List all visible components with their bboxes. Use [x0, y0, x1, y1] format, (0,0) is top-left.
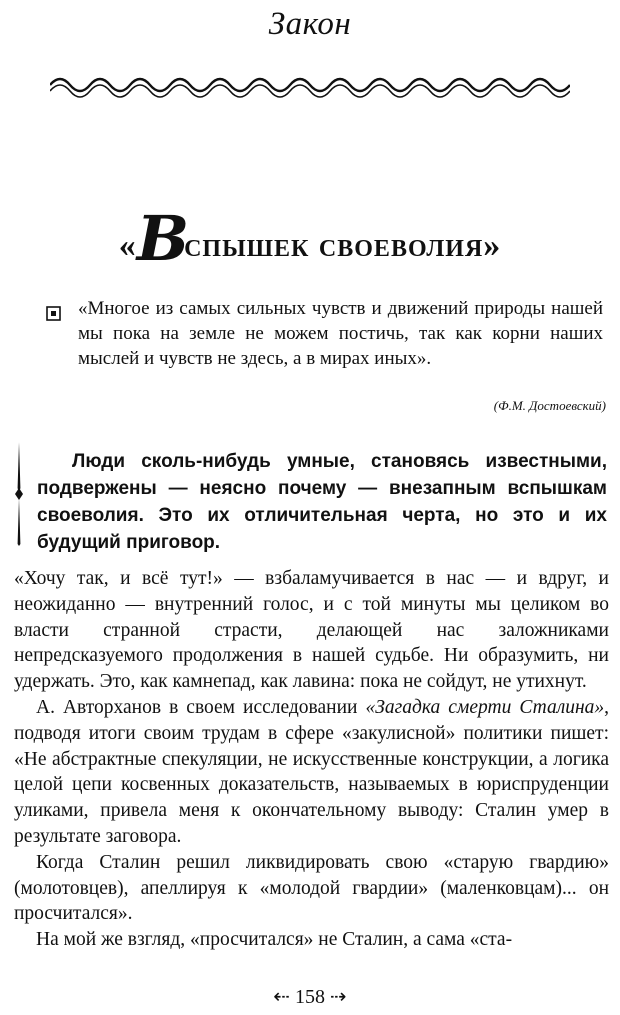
chapter-title — [0, 202, 620, 275]
page-footer — [0, 984, 620, 1009]
wave-divider — [50, 68, 570, 102]
running-header: Закон — [268, 6, 352, 42]
paragraph-4: На мой же взгляд, «просчитался» не Сталин, а сама «ста- — [36, 929, 513, 951]
arrow-right-icon: ⇢ — [330, 984, 347, 1008]
arrow-left-icon: ⇠ — [273, 984, 290, 1008]
epigraph-text: «Многое из самых сильных чувств и движений природы нашей мы пока на земле не можем постичь, так как корни наших мыслей и чувств не здесь, а в мирах иных». — [78, 298, 603, 369]
side-ornament-icon — [12, 440, 26, 548]
book-title: «Загадка смерти Сталина» — [365, 696, 605, 718]
epigraph-bullet-icon — [46, 306, 61, 321]
paragraph-3: Когда Сталин решил ликвидировать свою «старую гвардию» (молотовцев), апеллируя к «молодой гвардии» (маленковцам)... он просчитался». — [14, 851, 609, 925]
page-number: 158 — [295, 986, 325, 1008]
body-text — [14, 566, 609, 953]
title-rest: спышек своеволия» — [184, 227, 502, 264]
paragraph-2-lead: А. Авторханов в своем исследовании — [36, 696, 366, 718]
paragraph-2 — [14, 695, 609, 850]
paragraph-1: «Хочу так, и всё тут!» — взбаламучивается в нас — и вдруг, и неожиданно — внутренний голос, и с той минуты мы целиком во власти странной страсти, делающей нас заложниками непредсказуемого продолжения в нашей судьбе. Ни образумить, ни удержать. Это, как камнепад, как лавина: пока не сойдут, не утихнут. — [14, 568, 609, 693]
epigraph-attribution: (Ф.М. Достоевский) — [493, 398, 606, 413]
highlight-paragraph: Люди сколь-нибудь умные, становясь известными, подвержены — неясно почему — внезапным вспышкам своеволия. Это их отличительная черта, но это и их будущий приговор. — [37, 451, 607, 553]
paragraph-2-rest: , подводя итоги своим трудам в сфере «закулисной» политики пишет: «Не абстрактные спекуляции, не искусственные конструкции, а логика целой цепи косвенных доказательств, называемых в юриспруденции уликами, привела меня к окончательному выводу: Сталин умер в результате заговора. — [14, 696, 609, 847]
title-open-quote: « — [118, 227, 137, 264]
title-initial: В — [136, 202, 191, 275]
